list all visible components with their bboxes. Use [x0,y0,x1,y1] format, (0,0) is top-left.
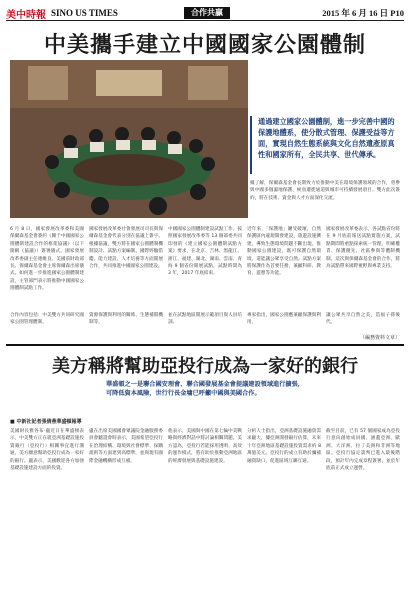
body-column: 中國國家公園體制建設試點工作，按照國家發展改革委等 13 個部委共同印發的《建立國家公園體制試點方案》要求，在北京、吉林、黑龍江、浙江、福建、湖北、湖南、雲南、青海 9 個省份開展試點，試點時間為 3 年，2017 年底結束。 [168,227,242,277]
story1-body [10,226,400,312]
page-date: 2015 年 6 月 16 日 P10 [322,8,404,18]
body-column: 讓公眾共享自然之美，造福子孫後代。 [326,313,400,326]
story2-body [10,428,400,592]
side-column-text: 據了解，保爾森基金會長期致力於推動中美在環境保護領域的合作，曾參與中國多個濕地保護、候鳥遷徙通道與城市可持續發展項目。雙方此次簽約，將在技術、資金與人才方面深化交流。 [250,181,400,201]
body-column: 美國財長雅各布·盧近日在華盛頓表示，中美雙方正在就亞洲基礎設施投資銀行（亞投行）相關事宜進行溝通，美方願意幫助亞投行成為一家好的銀行。盧表示，美國歡迎各方加強基礎設施建設方面的投資。 [10,429,84,472]
body-column: 6 月 8 日，國家發展改革委和美國保爾森基金會簽約《關于中國國家公園體制建設合作的框架協議》（以下簡稱《協議》）簽署儀式。國家發展改革委副主任連維良、美國前財政部長、保爾森基金會主席保爾森出席儀式。如何進一步推進國家公園體制建設，主管部門表示將推動中國國家公園體制試點工作。 [10,227,84,292]
body-column: 他表示，美國與中國在第七輪中美戰略與經濟對話中將討論相關問題。美方認為，亞投行若能採用透明、高效的運作模式，將有助於推動亞洲地區的經濟發展與基礎設施建設。 [168,429,242,464]
headline-main: 中美攜手建立中國國家公園體制 [43,32,366,58]
story1-body-continued [10,312,400,334]
headline-second: 美方稱將幫助亞投行成為一家好的銀行 [52,356,358,377]
body-column: 國家發展改革委社會發展司司長與保爾森基金會代表分別在協議上簽字。根據協議，雙方將在國家公園體制機制設計、試點方案編制、國際經驗借鑑、能力建設、人才培養等方面開展合作，共同推進中國國家公園建設。 [89,227,163,270]
story1-side-column [250,180,400,224]
story2-deck: 華盛頓之一是聯合國安理會、聯合國發展基金會提議建設領域進行擴張，可降低資本風險，世行行長金墉已呼籲中國與美國合作。 [106,381,304,397]
section-label: 合作共贏 [184,7,230,19]
body-column: 資源保護與利用的關係、生態補償機制等， [89,313,163,326]
masthead-name-cn: 美中時報 [6,9,46,21]
deck-text: 通過建立國家公園體制，進一步完善中國的保護地體系，使分散式管理、保護受益等方面，實現自然生態系統與文化自然遺產原真性和國家所有，全民共享、世代傳承。 [258,117,395,159]
body-column: 分析人士指出，亞洲基礎設施融資需求龐大，據亞洲開發銀行估算，未來十年亞洲地區基礎設施投資需求約 8 萬億美元。亞投行的成立有助於彌補融資缺口，促進區域互聯互通。 [247,429,321,464]
body-column: 盧在出席美國國會眾議院金融服務委員會聽證會時表示，美國希望亞投行在治理結構、環境與社會標準、採購規則等方面達到高標準，並與現有國際金融機構形成互補。 [89,429,163,464]
story1-credit: （編務資料文章） [359,335,400,341]
story1-deck [250,116,400,176]
body-column: 近年來，「保護地」屢受破壞，自然保護區內違規開發建設、旅遊設施擴建，導致生態環境問題不斷出現。推動國家公園建設，既可保護自然環境，還能讓公眾享受自然。試點方案將保護作為首要任務，兼顧科研、教育、遊憩等功能。 [247,227,321,277]
section-divider [6,344,404,346]
masthead-name-en: SINO US TIMES [51,8,118,18]
body-column: 並在試點地區開展示範項目與人員培訓。 [168,313,242,326]
body-column: 專家指出，國家公園應兼顧保護與利用， [247,313,321,326]
masthead [6,6,404,21]
body-column: 截至目前，已有 57 個國家成為亞投行意向創始成員國，涵蓋亞洲、歐洲、大洋洲、拉丁美洲和非洲等地區。亞投行協定談判已進入最後階段，預計年內完成章程簽署，並於年底前正式成立運營。 [326,429,400,472]
body-column: 國家發展改革委表示，各試點省份將在 9 月底前報送試點實施方案，試點期間將重點探索統一管理、明確權責、保護優先、社區參與等體制機制。這次與保爾森基金會的合作，將為試點帶來國際視野與專業支持。 [326,227,400,270]
story2-dateline: ■ 中新社記者張倩燕華盛頓報導 [10,419,82,425]
body-column: 合作內容包括：中美雙方共同研究國家公園管理體制、 [10,313,84,326]
meeting-photo [10,60,248,218]
deck-rule [250,116,252,174]
